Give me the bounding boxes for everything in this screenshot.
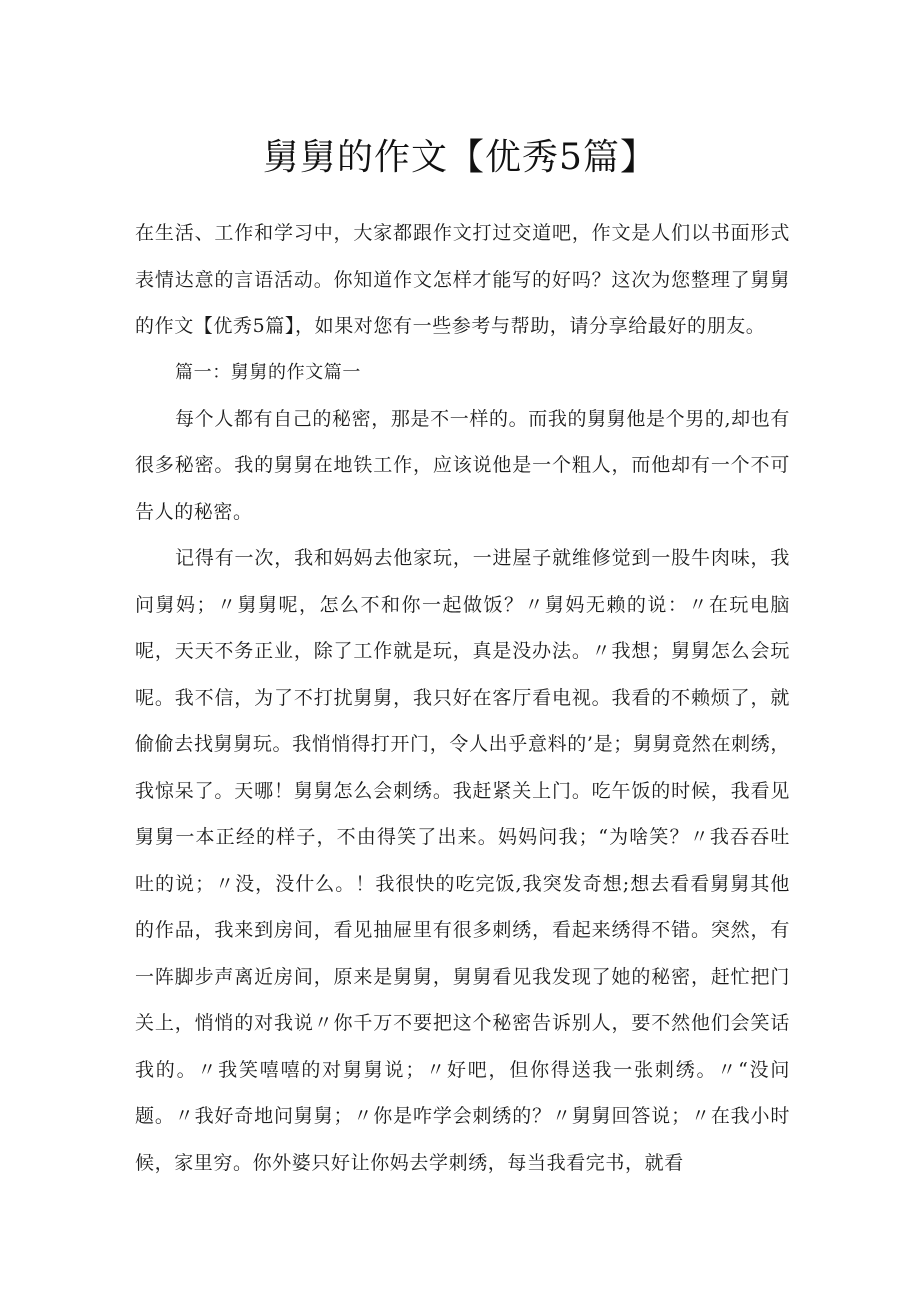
intro-paragraph: 在生活、工作和学习中，大家都跟作文打过交道吧，作文是人们以书面形式表情达意的言语活动。你知道作文怎样才能写的好吗？这次为您整理了舅舅的作文【优秀5篇】，如果对您有一些参考与帮助，请分享给最好的朋友。 (135, 222, 790, 337)
body-paragraph: 记得有一次，我和妈妈去他家玩，一进屋子就维修觉到一股牛肉味，我问舅妈；〃舅舅呢，怎么不和你一起做饭？〃舅妈无赖的说：〃在玩电脑呢，天天不务正业，除了工作就是玩，真是没办法。〃我想；舅舅怎么会玩呢。我不信，为了不打扰舅舅，我只好在客厅看电视。我看的不赖烦了，就偷偷去找舅舅玩。我悄悄得打开门，令人出乎意料的’是；舅舅竟然在刺绣，我惊呆了。天哪！舅舅怎么会刺绣。我赶紧关上门。吃午饭的时候，我看见舅舅一本正经的样子，不由得笑了出来。妈妈问我；“为啥笑？〃我吞吞吐吐的说；〃没，没什么。！我很快的吃完饭,我突发奇想;想去看看舅舅其他的作品，我来到房间，看见抽屉里有很多刺绣，看起来绣得不错。突然，有一阵脚步声离近房间，原来是舅舅，舅舅看见我发现了她的秘密，赶忙把门关上，悄悄的对我说〃你千万不要把这个秘密告诉别人，要不然他们会笑话我的。〃我笑嘻嘻的对舅舅说；〃好吧，但你得送我一张刺绣。〃“没问题。〃我好奇地问舅舅；〃你是咋学会刺绣的？〃舅舅回答说；〃在我小时候，家里穷。你外婆只好让你妈去学刺绣，每当我看完书，就看 (135, 547, 790, 1174)
document-body (135, 210, 790, 1186)
section-heading: 篇一：舅舅的作文篇一 (175, 361, 361, 383)
document-title: 舅舅的作文【优秀5篇】 (263, 137, 657, 178)
body-paragraph: 每个人都有自己的秘密，那是不一样的。而我的舅舅他是个男的,却也有很多秘密。我的舅舅在地铁工作，应该说他是一个粗人，而他却有一个不可告人的秘密。 (135, 407, 790, 523)
